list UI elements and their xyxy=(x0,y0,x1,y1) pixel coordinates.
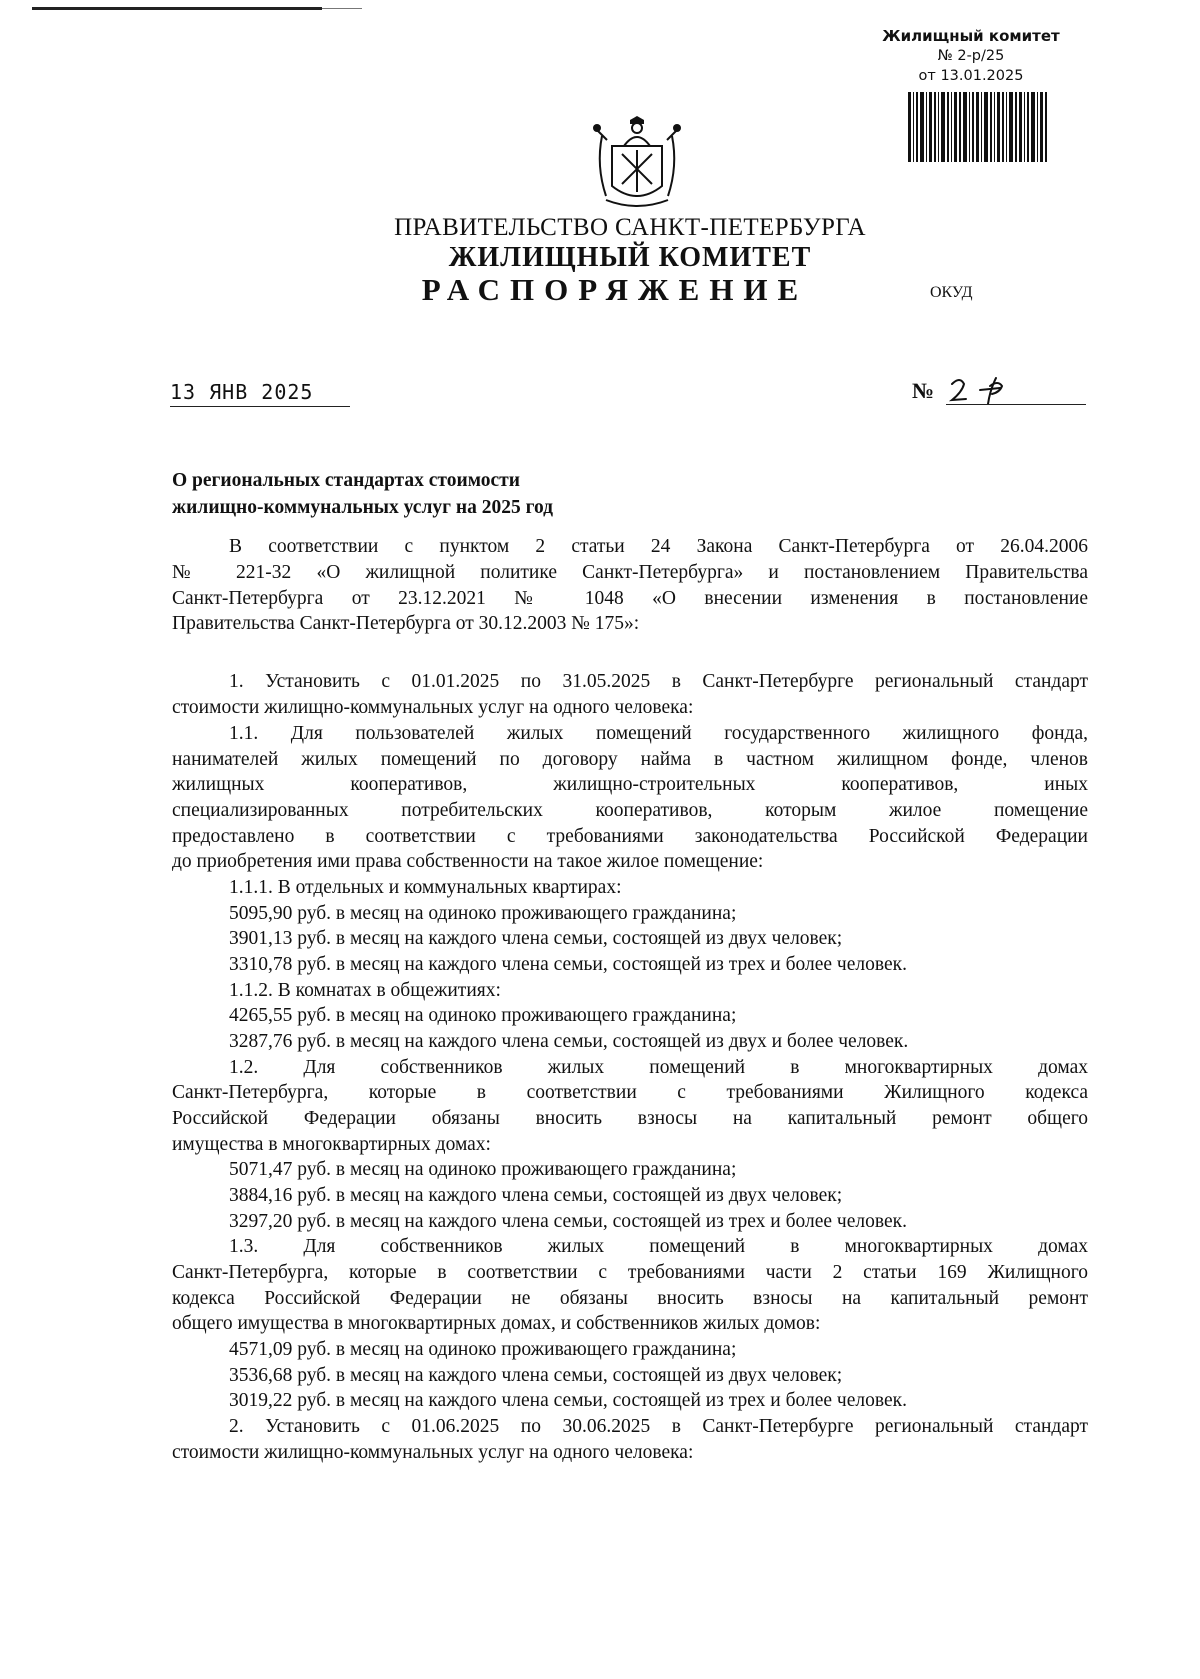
body-line: до приобретения ими права собственности на такое жилое помещение: xyxy=(172,851,764,872)
body-line: имущества в многоквартирных домах: xyxy=(172,1134,491,1155)
body-line: 1.1. Для пользователей жилых помещений государственного жилищного фонда, xyxy=(229,723,1088,744)
body-line: 1.1.2. В комнатах в общежитиях: xyxy=(229,980,501,1001)
body-line: Российской Федерации обязаны вносить взносы на капитальный ремонт общего xyxy=(172,1108,1088,1129)
body-line: 3287,76 руб. в месяц на каждого члена семьи, состоящей из двух и более человек. xyxy=(229,1031,909,1052)
scan-edge-line xyxy=(32,7,322,10)
document-title-line: жилищно-коммунальных услуг на 2025 год xyxy=(172,497,554,518)
stamp-number: № 2-р/25 xyxy=(937,48,1005,64)
scan-edge-line xyxy=(322,8,362,9)
body-line: 1. Установить с 01.01.2025 по 31.05.2025 в Санкт-Петербурге региональный стандарт xyxy=(229,671,1088,692)
body-line: Санкт-Петербурга, которые в соответствии с требованиями Жилищного кодекса xyxy=(172,1082,1088,1103)
body-line: 1.3. Для собственников жилых помещений в многоквартирных домах xyxy=(229,1236,1088,1257)
barcode xyxy=(908,92,1048,162)
body-line: специализированных потребительских кооперативов, которым жилое помещение xyxy=(172,800,1088,821)
body-line: общего имущества в многоквартирных домах, и собственников жилых домов: xyxy=(172,1313,821,1334)
body-line: Санкт-Петербурга, которые в соответствии с требованиями части 2 статьи 169 Жилищного xyxy=(172,1262,1088,1283)
number-label: № xyxy=(912,378,935,403)
body-line: 1.1.1. В отдельных и коммунальных квартирах: xyxy=(229,877,622,898)
body-line: 3310,78 руб. в месяц на каждого члена семьи, состоящей из трех и более человек. xyxy=(229,954,907,975)
body-line: 3297,20 руб. в месяц на каждого члена семьи, состоящей из трех и более человек. xyxy=(229,1211,907,1232)
body-line: Правительства Санкт-Петербурга от 30.12.2003 № 175»: xyxy=(172,613,640,634)
body-line: 3019,22 руб. в месяц на каждого члена семьи, состоящей из трех и более человек. xyxy=(229,1390,907,1411)
body-line: предоставлено в соответствии с требованиями законодательства Российской Федерации xyxy=(172,826,1088,847)
body-line: жилищных кооперативов, жилищно-строительных кооперативов, иных xyxy=(172,774,1088,795)
okud-label: ОКУД xyxy=(930,284,973,301)
body-line: стоимости жилищно-коммунальных услуг на одного человека: xyxy=(172,697,694,718)
body-line: 1.2. Для собственников жилых помещений в многоквартирных домах xyxy=(229,1057,1088,1078)
number-underline xyxy=(946,404,1086,405)
body-line: № 221-32 «О жилищной политике Санкт-Петербурга» и постановлением Правительства xyxy=(172,562,1088,583)
body-line: 3884,16 руб. в месяц на каждого члена семьи, состоящей из двух человек; xyxy=(229,1185,843,1206)
document-title-line: О региональных стандартах стоимости xyxy=(172,470,520,491)
document-date: 13 ЯНВ 2025 xyxy=(170,380,314,404)
body-line: 5071,47 руб. в месяц на одиноко проживающего гражданина; xyxy=(229,1159,737,1180)
date-underline xyxy=(170,406,350,407)
body-line: 4265,55 руб. в месяц на одиноко проживающего гражданина; xyxy=(229,1005,737,1026)
stamp-org: Жилищный комитет xyxy=(882,27,1060,45)
body-line: 3536,68 руб. в месяц на каждого члена семьи, состоящей из двух человек; xyxy=(229,1365,843,1386)
body-line: кодекса Российской Федерации не обязаны вносить взносы на капитальный ремонт xyxy=(172,1288,1088,1309)
body-line: 3901,13 руб. в месяц на каждого члена семьи, состоящей из двух человек; xyxy=(229,928,843,949)
body-line: стоимости жилищно-коммунальных услуг на одного человека: xyxy=(172,1442,694,1463)
document-type: РАСПОРЯЖЕНИЕ xyxy=(421,272,809,307)
registration-stamp xyxy=(880,26,1062,86)
stamp-date: от 13.01.2025 xyxy=(918,68,1024,84)
handwritten-number xyxy=(946,372,1086,406)
government-name: ПРАВИТЕЛЬСТВО САНКТ-ПЕТЕРБУРГА xyxy=(394,214,866,241)
coat-of-arms-emblem xyxy=(582,116,692,216)
body-line: Санкт-Петербурга от 23.12.2021 № 1048 «О внесении изменения в постановление xyxy=(172,588,1088,609)
body-line: 2. Установить с 01.06.2025 по 30.06.2025 в Санкт-Петербурге региональный стандарт xyxy=(229,1416,1088,1437)
committee-name: ЖИЛИЩНЫЙ КОМИТЕТ xyxy=(448,242,812,273)
body-line: 5095,90 руб. в месяц на одиноко проживающего гражданина; xyxy=(229,903,737,924)
body-line: В соответствии с пунктом 2 статьи 24 Закона Санкт-Петербурга от 26.04.2006 xyxy=(229,536,1088,557)
body-line: 4571,09 руб. в месяц на одиноко проживающего гражданина; xyxy=(229,1339,737,1360)
body-line: нанимателей жилых помещений по договору найма в частном жилищном фонде, членов xyxy=(172,749,1088,770)
